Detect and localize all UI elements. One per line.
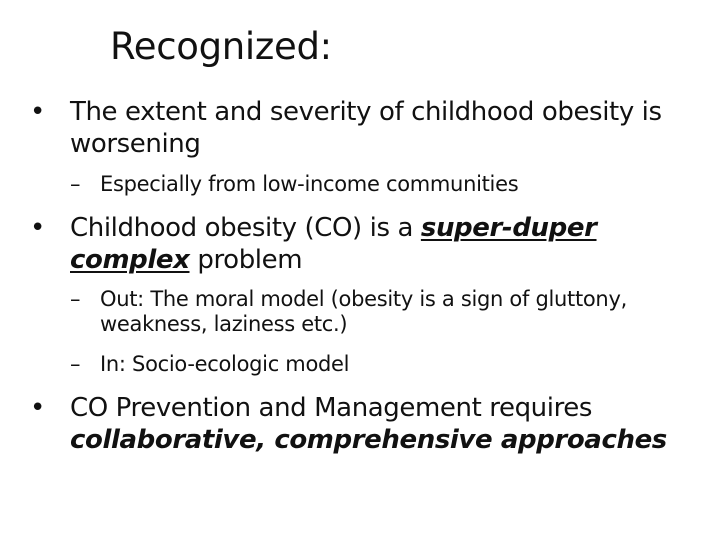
bullet-3 — [30, 392, 690, 456]
bullet-3-emphasis: collaborative, comprehensive approaches — [70, 425, 667, 455]
bullet-marker: • — [30, 97, 45, 127]
bullet-3-text — [70, 392, 690, 456]
sub-bullet-marker: – — [70, 287, 81, 311]
bullet-1 — [30, 96, 690, 160]
bullet-2-sub-2-text: In: Socio-ecologic model — [100, 352, 350, 376]
bullet-2-text-pre: Childhood obesity (CO) is a — [70, 213, 421, 243]
sub-bullet-marker: – — [70, 172, 81, 196]
bullet-2-text-post: problem — [189, 245, 303, 275]
sub-bullet-marker: – — [70, 352, 81, 376]
bullet-1-sub-1-text: Especially from low-income communities — [100, 172, 519, 196]
bullet-2 — [30, 212, 690, 276]
bullet-marker: • — [30, 213, 45, 243]
bullet-2-sub-1-text: Out: The moral model (obesity is a sign of gluttony, weakness, laziness etc.) — [100, 287, 627, 336]
bullet-marker: • — [30, 393, 45, 423]
bullet-2-text — [70, 212, 690, 276]
bullet-2-emphasis: super-duper complex — [70, 213, 597, 275]
slide-title: Recognized: — [110, 25, 332, 68]
bullet-1-text: The extent and severity of childhood obesity is worsening — [70, 97, 662, 159]
bullet-2-sub-1 — [70, 287, 690, 337]
bullet-2-sub-2 — [70, 352, 690, 377]
bullet-1-sub-1 — [70, 172, 690, 197]
bullet-3-text-pre: CO Prevention and Management requires — [70, 393, 593, 423]
